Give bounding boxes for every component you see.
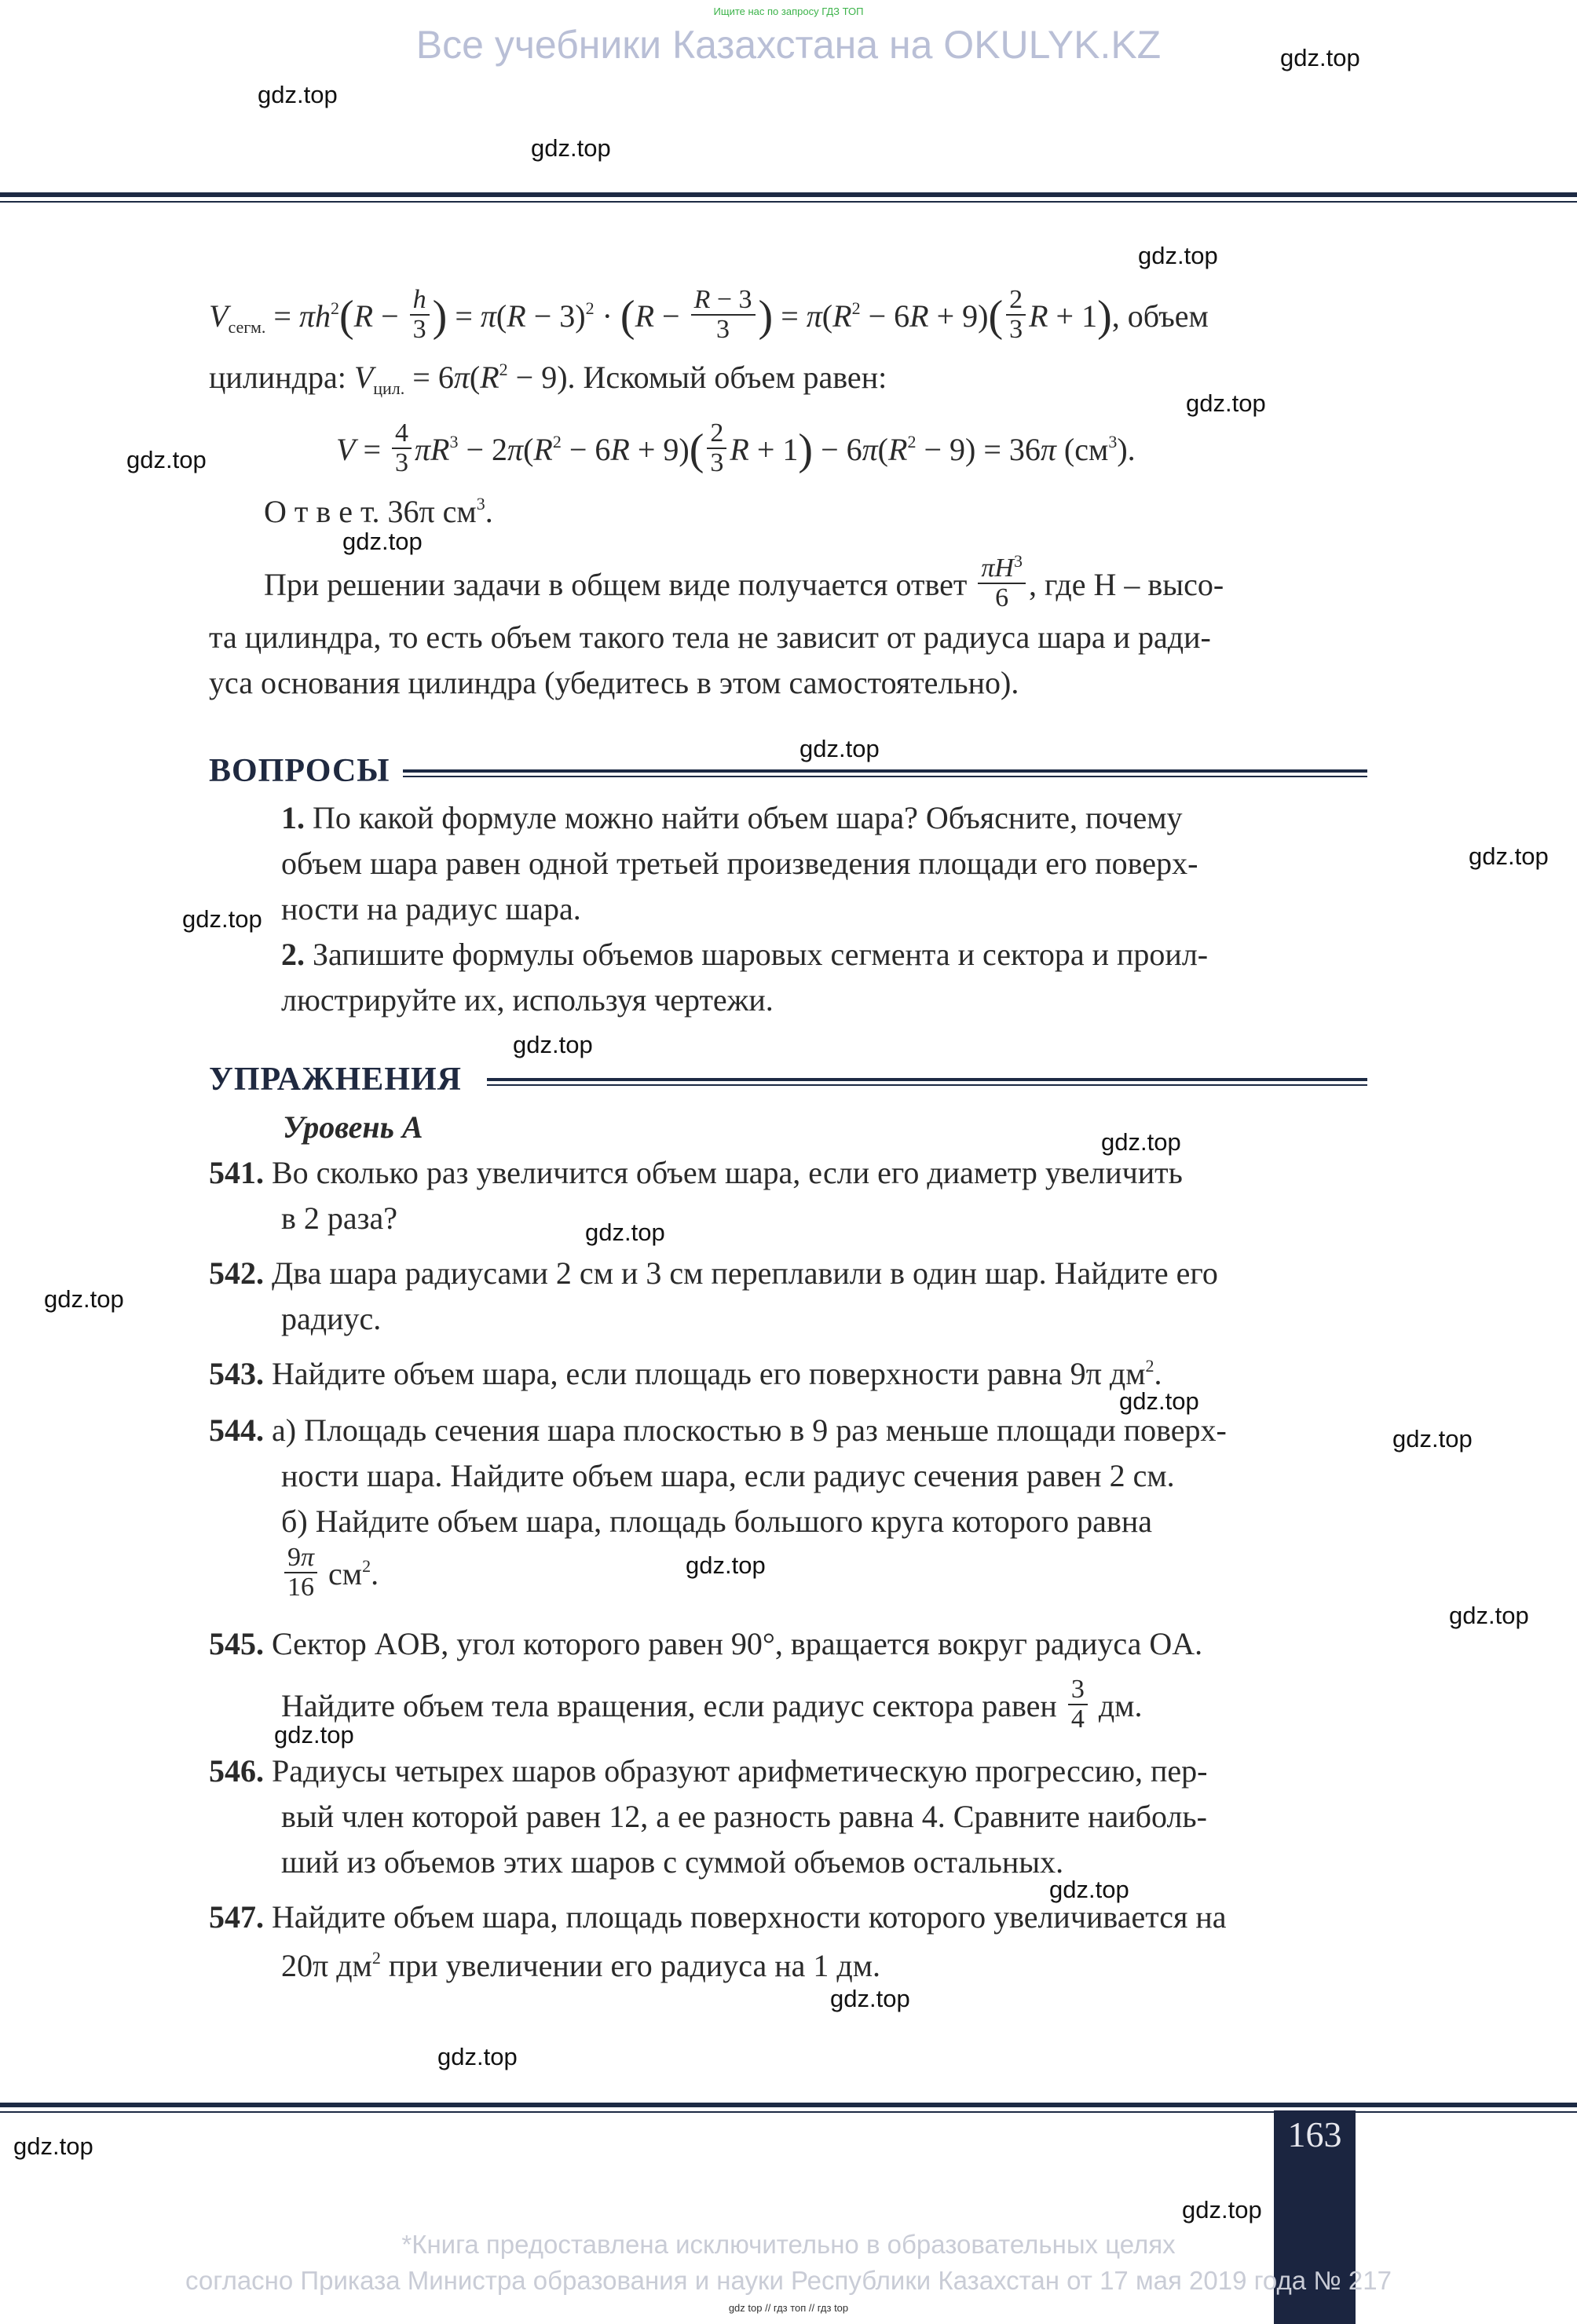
watermark: gdz.top — [13, 2132, 93, 2160]
l1-tail: , объем — [1111, 298, 1209, 334]
watermark: gdz.top — [126, 446, 207, 473]
paragraph-line-2: та цилиндра, то есть объем такого тела не зависит от радиуса шара и ради- — [209, 619, 1211, 655]
question-2-line-1: 2. Запишите формулы объемов шаровых сегмента и сектора и проил- — [281, 937, 1209, 972]
watermark: gdz.top — [274, 1721, 354, 1748]
exercise-542: 542. Два шара радиусами 2 см и 3 см переплавили в один шар. Найдите его — [209, 1255, 1218, 1291]
watermark: gdz.top — [44, 1285, 124, 1313]
l2-tail: Искомый объем равен: — [583, 360, 887, 395]
watermark: gdz.top — [830, 1985, 910, 2012]
paragraph-line-3: уса основания цилиндра (убедитесь в этом самостоятельно). — [209, 665, 1019, 700]
top-rule — [0, 192, 1577, 197]
page-number: 163 — [1287, 2114, 1342, 2154]
question-1-line-2: объем шара равен одной третьей произведения площади его поверх- — [281, 846, 1198, 881]
top-rule-thin — [0, 201, 1577, 203]
level-heading: Уровень А — [283, 1109, 423, 1145]
watermark: gdz.top — [1186, 389, 1266, 417]
exercise-546-line-3: ший из объемов этих шаров с суммой объемов остальных. — [281, 1844, 1064, 1880]
exercise-545: 545. Сектор AOB, угол которого равен 90°, вращается вокруг радиуса OA. — [209, 1626, 1203, 1661]
watermark: gdz.top — [513, 1031, 593, 1058]
top-note: Ищите нас по запросу ГДЗ ТОП — [713, 5, 864, 17]
watermark: gdz.top — [258, 81, 338, 108]
watermark: gdz.top — [1469, 842, 1549, 870]
question-2-line-2: люстрируйте их, используя чертежи. — [281, 982, 774, 1018]
footer-line-2: согласно Приказа Министра образования и науки Республики Казахстан от 17 мая 2019 года № 217 — [185, 2266, 1392, 2295]
cylinder-volume-line: цилиндра: $V_{цил.} = 6\pi(R^2 - 9)$. Искомый объем равен: — [209, 360, 887, 398]
question-1-line-1: 1. По какой формуле можно найти объем шара? Объясните, почему — [281, 800, 1183, 835]
exercise-544-line-4: $\frac{9\pi}{16}$ $см^2$. — [281, 1548, 379, 1606]
answer-line: О т в е т. 36π $см^3$. — [264, 494, 493, 529]
exercise-541: 541. Во сколько раз увеличится объем шара, если его диаметр увеличить — [209, 1155, 1183, 1190]
watermark: gdz.top — [437, 2043, 518, 2070]
exercise-543: 543. Найдите объем шара, если площадь его поверхности равна 9π $дм^2$. — [209, 1356, 1162, 1391]
watermark: gdz.top — [1138, 242, 1218, 269]
site-title[interactable]: Все учебники Казахстана на OKULYK.KZ — [415, 23, 1162, 67]
watermark: gdz.top — [686, 1551, 766, 1579]
question-1-line-3: ности на радиус шара. — [281, 891, 581, 926]
para-end: , где H – высо- — [1028, 566, 1224, 602]
watermark: gdz.top — [182, 905, 262, 933]
watermark: gdz.top — [1449, 1602, 1529, 1629]
watermark: gdz.top — [1182, 2196, 1262, 2224]
watermark: gdz.top — [799, 735, 880, 762]
watermark: gdz.top — [1101, 1128, 1181, 1156]
exercise-546: 546. Радиусы четырех шаров образуют арифметическую прогрессию, пер- — [209, 1753, 1208, 1789]
volume-equation: V = $\frac{4}{3}$ $\pi R^3 - 2\pi(R^2 - 6R + 9)$( $\frac{2}{3}$ $R + 1) - 6\pi(R^2 - 9) = 36\pi$ $(см^3)$. — [336, 418, 1136, 477]
watermark: gdz.top — [1119, 1387, 1199, 1415]
exercise-546-line-2: вый член которой равен 12, а ее разность равна 4. Сравните наиболь- — [281, 1799, 1207, 1834]
exercises-rule — [487, 1078, 1367, 1081]
watermark: gdz.top — [1280, 44, 1360, 71]
bottom-rule — [0, 2103, 1577, 2107]
footer-line-1: *Книга предоставлена исключительно в образовательных целях — [401, 2230, 1176, 2259]
exercise-544-line-2: ности шара. Найдите объем шара, если радиус сечения равен 2 см. — [281, 1458, 1175, 1493]
watermark: gdz.top — [531, 134, 611, 162]
exercise-541-line-2: в 2 раза? — [281, 1200, 397, 1236]
exercise-542-line-2: радиус. — [281, 1301, 382, 1336]
watermark: gdz.top — [1392, 1425, 1473, 1452]
l2-text: цилиндра: — [209, 360, 346, 395]
exercise-544: 544. а) Площадь сечения шара плоскостью в 9 раз меньше площади поверх- — [209, 1412, 1227, 1448]
exercise-545-line-2: Найдите объем тела вращения, если радиус сектора равен $\frac{3}{4}$ дм. — [281, 1675, 1143, 1734]
exercises-rule-thin — [487, 1084, 1367, 1086]
para-start: При решении задачи в общем виде получается ответ — [264, 566, 968, 602]
questions-rule — [403, 769, 1367, 773]
answer-value: 36π см — [387, 494, 477, 529]
watermark: gdz.top — [342, 528, 423, 555]
segment-volume-formula: $V_{сегм.} = \pi h^2(R$ − $\frac{h}{3}$ ) = $\pi(R - 3)^2 \cdot (R$ − $\frac{R - 3}{3}$ ) = $\pi(R^2 - 6R + 9)$( $\frac{2}{3}$ R + 1), объем — [209, 285, 1209, 344]
answer-label: О т в е т. — [264, 494, 380, 529]
questions-heading: ВОПРОСЫ — [209, 753, 390, 789]
paragraph-line-1: При решении задачи в общем виде получается ответ $\frac{\pi H^3}{6}$ , где H – высо- — [264, 551, 1224, 612]
exercise-547-line-2: 20π $дм^2$ при увеличении его радиуса на 1 дм. — [281, 1948, 881, 1983]
watermark: gdz.top — [585, 1219, 665, 1246]
exercises-heading: УПРАЖНЕНИЯ — [209, 1062, 462, 1098]
exercise-547: 547. Найдите объем шара, площадь поверхности которого увеличивается на — [209, 1899, 1227, 1935]
questions-rule-thin — [403, 776, 1367, 777]
watermark: gdz.top — [1049, 1876, 1129, 1903]
exercise-544-line-3: б) Найдите объем шара, площадь большого круга которого равна — [281, 1504, 1152, 1539]
bottom-note: gdz top // гдз топ // гдз top — [728, 2302, 849, 2314]
